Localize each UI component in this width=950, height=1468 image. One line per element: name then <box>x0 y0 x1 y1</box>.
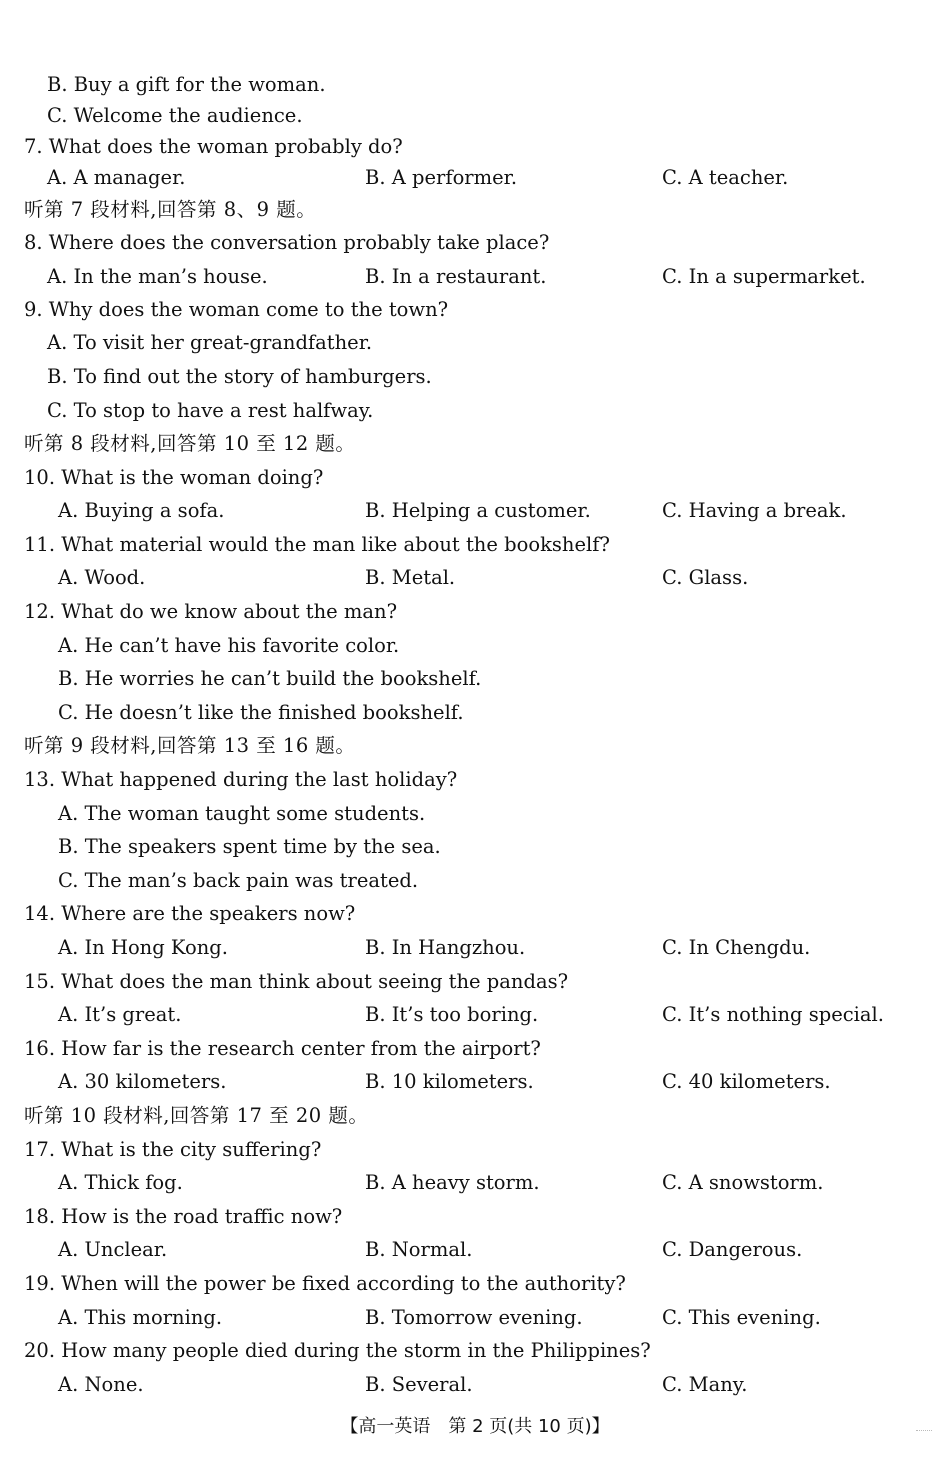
q16-question <box>0 1034 950 1064</box>
option-a: A. In the man’s house. <box>47 265 268 288</box>
q10-options <box>0 496 950 526</box>
option-text: C. To stop to have a rest halfway. <box>47 399 374 422</box>
q9-question <box>0 295 950 325</box>
q13-option-a <box>0 799 950 829</box>
question-text: 18. How is the road traffic now? <box>24 1205 343 1228</box>
section-heading: 听第 10 段材料,回答第 17 至 20 题。 <box>24 1104 369 1127</box>
q10-question <box>0 463 950 493</box>
q13-option-c <box>0 866 950 896</box>
option-b: B. 10 kilometers. <box>365 1070 534 1093</box>
option-b: B. A heavy storm. <box>365 1171 540 1194</box>
option-c: C. Having a break. <box>662 499 847 522</box>
q6-option-b <box>0 70 950 100</box>
question-text: 19. When will the power be fixed according to the authority? <box>24 1272 626 1295</box>
question-text: 11. What material would the man like about the bookshelf? <box>24 533 610 556</box>
option-c: C. 40 kilometers. <box>662 1070 831 1093</box>
option-a: A. A manager. <box>47 166 186 189</box>
option-c: C. This evening. <box>662 1306 821 1329</box>
option-c: C. A snowstorm. <box>662 1171 824 1194</box>
q8-question <box>0 228 950 258</box>
q12-question <box>0 597 950 627</box>
option-text: A. He can’t have his favorite color. <box>58 634 400 657</box>
q15-question <box>0 967 950 997</box>
q11-question <box>0 530 950 560</box>
question-text: 12. What do we know about the man? <box>24 600 398 623</box>
q15-options <box>0 1000 950 1030</box>
option-b: B. Tomorrow evening. <box>365 1306 583 1329</box>
section-10 <box>0 1101 950 1131</box>
option-c: C. It’s nothing special. <box>662 1003 884 1026</box>
option-c: C. In Chengdu. <box>662 936 811 959</box>
option-c: C. A teacher. <box>662 166 789 189</box>
option-b: B. Metal. <box>365 566 456 589</box>
q9-option-c <box>0 396 950 426</box>
question-text: 9. Why does the woman come to the town? <box>24 298 449 321</box>
q16-options <box>0 1067 950 1097</box>
option-a: A. It’s great. <box>58 1003 182 1026</box>
q17-options <box>0 1168 950 1198</box>
corner-mark <box>916 1430 932 1433</box>
question-text: 7. What does the woman probably do? <box>24 135 403 158</box>
q7-question <box>0 132 950 162</box>
q12-option-a <box>0 631 950 661</box>
option-b: B. It’s too boring. <box>365 1003 539 1026</box>
option-text: B. To find out the story of hamburgers. <box>47 365 432 388</box>
question-text: 16. How far is the research center from the airport? <box>24 1037 541 1060</box>
question-text: 10. What is the woman doing? <box>24 466 324 489</box>
option-c: C. In a supermarket. <box>662 265 866 288</box>
q17-question <box>0 1135 950 1165</box>
option-text: B. He worries he can’t build the bookshelf. <box>58 667 482 690</box>
q13-question <box>0 765 950 795</box>
option-text: C. He doesn’t like the finished bookshelf. <box>58 701 464 724</box>
section-7 <box>0 195 950 225</box>
section-9 <box>0 731 950 761</box>
q8-options <box>0 262 950 292</box>
question-text: 17. What is the city suffering? <box>24 1138 322 1161</box>
option-b: B. Helping a customer. <box>365 499 591 522</box>
q7-options <box>0 163 950 193</box>
q19-options <box>0 1303 950 1333</box>
option-b: B. In Hangzhou. <box>365 936 526 959</box>
q20-question <box>0 1336 950 1366</box>
q12-option-c <box>0 698 950 728</box>
section-heading: 听第 8 段材料,回答第 10 至 12 题。 <box>24 432 356 455</box>
option-c: C. Many. <box>662 1373 748 1396</box>
option-a: A. Wood. <box>58 566 146 589</box>
option-text: C. Welcome the audience. <box>47 104 303 127</box>
q14-options <box>0 933 950 963</box>
question-text: 15. What does the man think about seeing the pandas? <box>24 970 569 993</box>
section-heading: 听第 7 段材料,回答第 8、9 题。 <box>24 198 317 221</box>
q19-question <box>0 1269 950 1299</box>
q20-options <box>0 1370 950 1400</box>
q11-options <box>0 563 950 593</box>
option-b: B. Normal. <box>365 1238 473 1261</box>
q18-options <box>0 1235 950 1265</box>
option-a: A. None. <box>58 1373 144 1396</box>
q9-option-a <box>0 328 950 358</box>
option-text: A. The woman taught some students. <box>58 802 426 825</box>
option-text: B. Buy a gift for the woman. <box>47 73 326 96</box>
option-text: C. The man’s back pain was treated. <box>58 869 419 892</box>
option-b: B. In a restaurant. <box>365 265 547 288</box>
option-a: A. In Hong Kong. <box>58 936 228 959</box>
section-heading: 听第 9 段材料,回答第 13 至 16 题。 <box>24 734 356 757</box>
option-a: A. 30 kilometers. <box>58 1070 227 1093</box>
q9-option-b <box>0 362 950 392</box>
q14-question <box>0 899 950 929</box>
option-b: B. Several. <box>365 1373 473 1396</box>
question-text: 14. Where are the speakers now? <box>24 902 356 925</box>
q18-question <box>0 1202 950 1232</box>
option-a: A. Buying a sofa. <box>58 499 225 522</box>
option-c: C. Glass. <box>662 566 749 589</box>
question-text: 13. What happened during the last holiday? <box>24 768 458 791</box>
question-text: 20. How many people died during the storm in the Philippines? <box>24 1339 651 1362</box>
option-a: A. Unclear. <box>58 1238 168 1261</box>
q6-option-c <box>0 101 950 131</box>
option-text: A. To visit her great-grandfather. <box>47 331 373 354</box>
option-a: A. Thick fog. <box>58 1171 183 1194</box>
option-text: B. The speakers spent time by the sea. <box>58 835 441 858</box>
q13-option-b <box>0 832 950 862</box>
option-b: B. A performer. <box>365 166 518 189</box>
option-a: A. This morning. <box>58 1306 223 1329</box>
page-footer: 【高一英语 第 2 页(共 10 页)】 <box>340 1416 610 1437</box>
option-c: C. Dangerous. <box>662 1238 803 1261</box>
section-8 <box>0 429 950 459</box>
question-text: 8. Where does the conversation probably take place? <box>24 231 550 254</box>
q12-option-b <box>0 664 950 694</box>
